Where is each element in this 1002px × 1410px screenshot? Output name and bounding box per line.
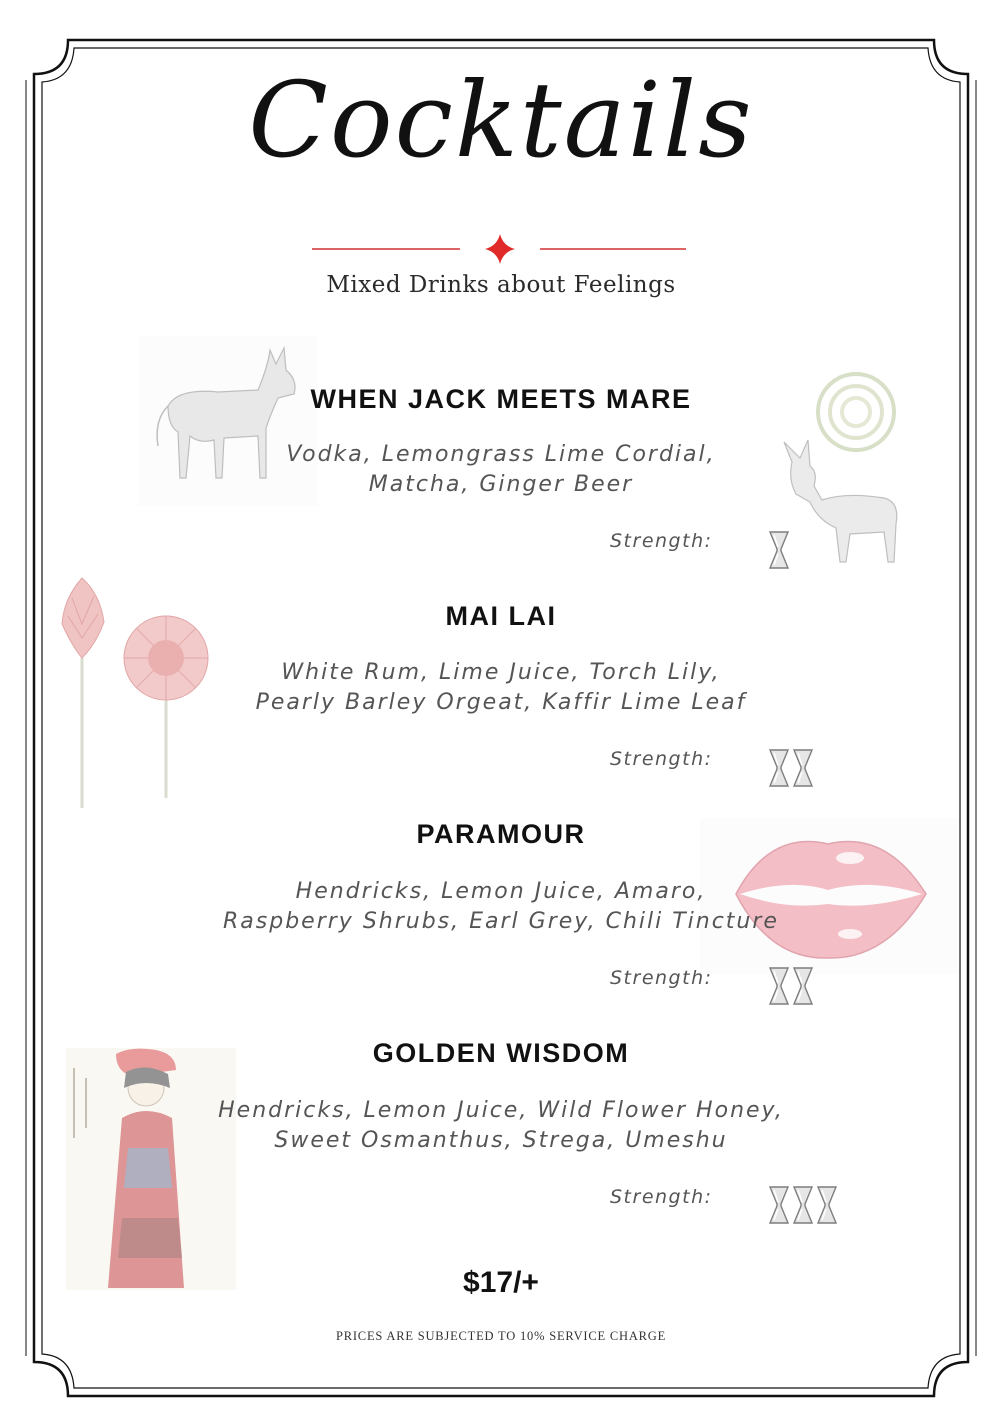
drink-ingredients <box>0 440 1002 500</box>
ingredients-line: Sweet Osmanthus, Strega, Umeshu <box>274 1128 728 1153</box>
jigger-icon <box>768 1185 790 1225</box>
title-divider <box>300 234 700 264</box>
ingredients-line: Pearly Barley Orgeat, Kaffir Lime Leaf <box>255 690 747 715</box>
page-subtitle: Mixed Drinks about Feelings <box>326 272 676 298</box>
jigger-icon <box>816 1185 838 1225</box>
ingredients-line: Raspberry Shrubs, Earl Grey, Chili Tincture <box>223 909 779 934</box>
drink-name: WHEN JACK MEETS MARE <box>310 384 692 414</box>
page-title: Cocktails <box>248 59 754 181</box>
strength-rating <box>768 530 790 570</box>
drink-ingredients <box>0 877 1002 937</box>
drink-ingredients <box>0 1096 1002 1156</box>
strength-label: Strength: <box>610 530 713 552</box>
drink-name: PARAMOUR <box>416 819 586 849</box>
jigger-icon <box>792 966 814 1006</box>
strength-rating <box>768 748 814 788</box>
ingredients-line: Hendricks, Lemon Juice, Amaro, <box>295 879 707 904</box>
strength-label: Strength: <box>610 1186 713 1208</box>
jigger-icon <box>792 1185 814 1225</box>
sparkle-icon <box>485 234 515 264</box>
drink-ingredients <box>0 658 1002 718</box>
ingredients-line: Hendricks, Lemon Juice, Wild Flower Honey, <box>218 1098 784 1123</box>
ingredients-line: Matcha, Ginger Beer <box>368 472 634 497</box>
geisha-illustration <box>66 1048 236 1290</box>
strength-rating <box>768 1185 838 1225</box>
jigger-icon <box>768 966 790 1006</box>
drink-name: GOLDEN WISDOM <box>372 1038 630 1068</box>
service-charge-note: PRICES ARE SUBJECTED TO 10% SERVICE CHARGE <box>335 1329 667 1343</box>
strength-rating <box>768 966 814 1006</box>
jigger-icon <box>768 530 790 570</box>
ingredients-line: White Rum, Lime Juice, Torch Lily, <box>281 660 721 685</box>
strength-label: Strength: <box>610 748 713 770</box>
strength-label: Strength: <box>610 967 713 989</box>
jigger-icon <box>768 748 790 788</box>
ingredients-line: Vodka, Lemongrass Lime Cordial, <box>286 442 716 467</box>
drink-name: MAI LAI <box>445 601 557 631</box>
price: $17/+ <box>463 1266 539 1299</box>
jigger-icon <box>792 748 814 788</box>
